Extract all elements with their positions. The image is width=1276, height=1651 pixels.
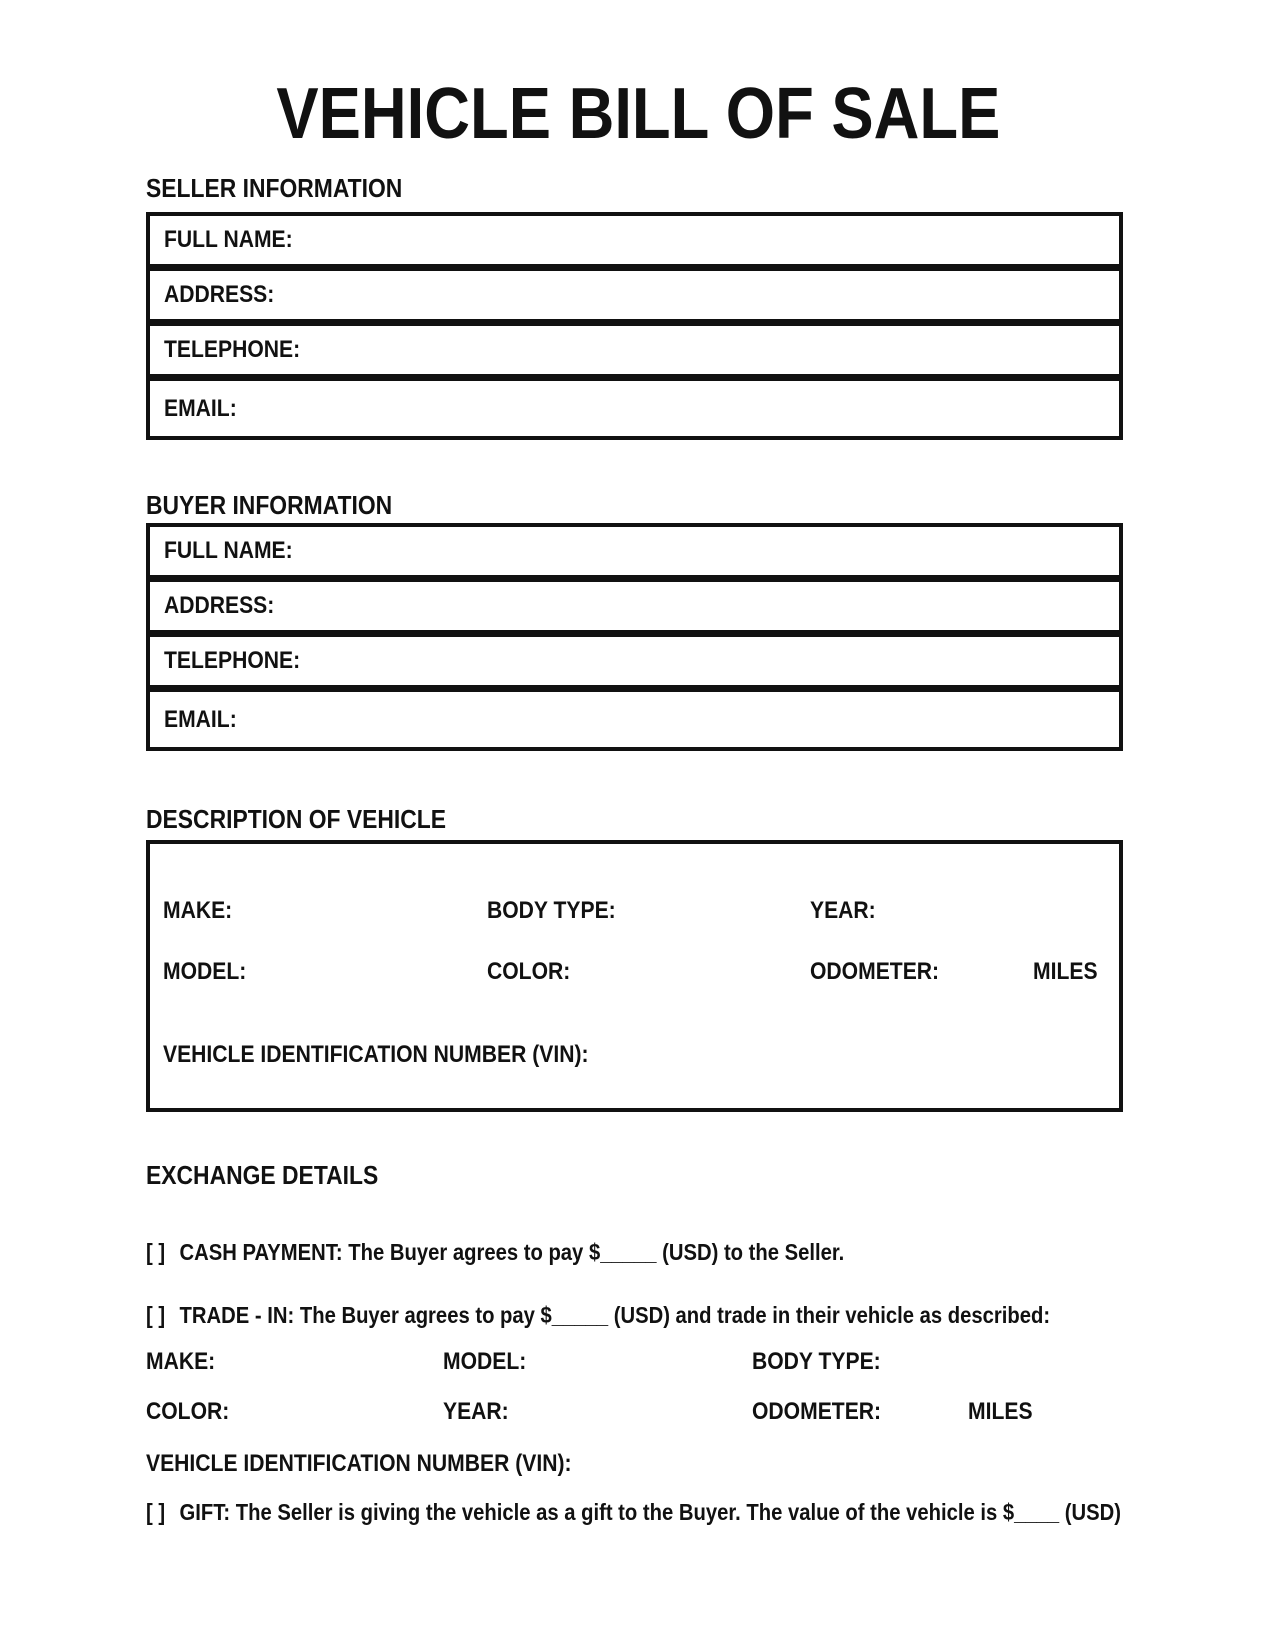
trade-vehicle-row-2[interactable] (146, 1399, 1206, 1425)
buyer-address-label: ADDRESS: (164, 592, 275, 619)
seller-section-heading: SELLER INFORMATION (146, 173, 403, 203)
seller-full-name-label: FULL NAME: (164, 226, 293, 253)
vehicle-odometer-label: ODOMETER: (810, 958, 940, 985)
gift-option (146, 1499, 1254, 1525)
trade-vehicle-vin-row[interactable] (146, 1451, 1206, 1477)
seller-info-box (146, 212, 1123, 440)
cash-payment-text: CASH PAYMENT: The Buyer agrees to pay $_____ (USD) to the Seller. (179, 1239, 845, 1265)
trade-vehicle-row-1[interactable] (146, 1349, 1206, 1375)
vehicle-row-2 (150, 959, 1119, 985)
trade-year-label: YEAR: (443, 1398, 509, 1425)
seller-address-field[interactable] (150, 271, 1119, 326)
vehicle-year-label: YEAR: (810, 897, 876, 924)
cash-payment-checkbox[interactable]: [ ] (146, 1239, 166, 1265)
trade-in-option (146, 1302, 1173, 1328)
vehicle-description-box[interactable] (146, 840, 1123, 1112)
trade-in-text: TRADE - IN: The Buyer agrees to pay $_____ (USD) and trade in their vehicle as described: (179, 1302, 1051, 1328)
buyer-telephone-label: TELEPHONE: (164, 647, 301, 674)
gift-text: GIFT: The Seller is giving the vehicle as a gift to the Buyer. The value of the vehicle is $____ (USD) (179, 1499, 1121, 1525)
vehicle-body-type-label: BODY TYPE: (487, 897, 616, 924)
gift-checkbox[interactable]: [ ] (146, 1499, 166, 1525)
buyer-info-box (146, 523, 1123, 751)
buyer-section-heading: BUYER INFORMATION (146, 490, 393, 520)
exchange-section-heading: EXCHANGE DETAILS (146, 1160, 379, 1190)
buyer-email-label: EMAIL: (164, 705, 237, 733)
buyer-telephone-field[interactable] (150, 637, 1119, 692)
buyer-address-field[interactable] (150, 582, 1119, 637)
seller-email-field[interactable] (150, 381, 1119, 436)
trade-vin-label: VEHICLE IDENTIFICATION NUMBER (VIN): (146, 1450, 572, 1477)
page-title-text: VEHICLE BILL OF SALE (275, 74, 1000, 154)
seller-telephone-field[interactable] (150, 326, 1119, 381)
trade-model-label: MODEL: (443, 1348, 527, 1375)
trade-body-type-label: BODY TYPE: (752, 1348, 881, 1375)
vehicle-vin-label: VEHICLE IDENTIFICATION NUMBER (VIN): (163, 1041, 589, 1068)
buyer-email-field[interactable] (150, 692, 1119, 747)
cash-payment-option (146, 1239, 940, 1265)
page-title (0, 74, 1276, 154)
vehicle-row-1 (150, 898, 1119, 924)
trade-make-label: MAKE: (146, 1348, 216, 1375)
seller-telephone-label: TELEPHONE: (164, 336, 301, 363)
buyer-full-name-field[interactable] (150, 527, 1119, 582)
buyer-full-name-label: FULL NAME: (164, 537, 293, 564)
seller-address-label: ADDRESS: (164, 281, 275, 308)
vehicle-row-3 (150, 1042, 1119, 1068)
trade-color-label: COLOR: (146, 1398, 230, 1425)
trade-odometer-label: ODOMETER: (752, 1398, 882, 1425)
trade-miles-label: MILES (968, 1398, 1033, 1425)
vehicle-section-heading: DESCRIPTION OF VEHICLE (146, 804, 447, 834)
vehicle-make-label: MAKE: (163, 897, 233, 924)
seller-full-name-field[interactable] (150, 216, 1119, 271)
trade-in-checkbox[interactable]: [ ] (146, 1302, 166, 1328)
vehicle-miles-label: MILES (1033, 958, 1098, 985)
vehicle-color-label: COLOR: (487, 958, 571, 985)
vehicle-model-label: MODEL: (163, 958, 247, 985)
seller-email-label: EMAIL: (164, 394, 237, 422)
